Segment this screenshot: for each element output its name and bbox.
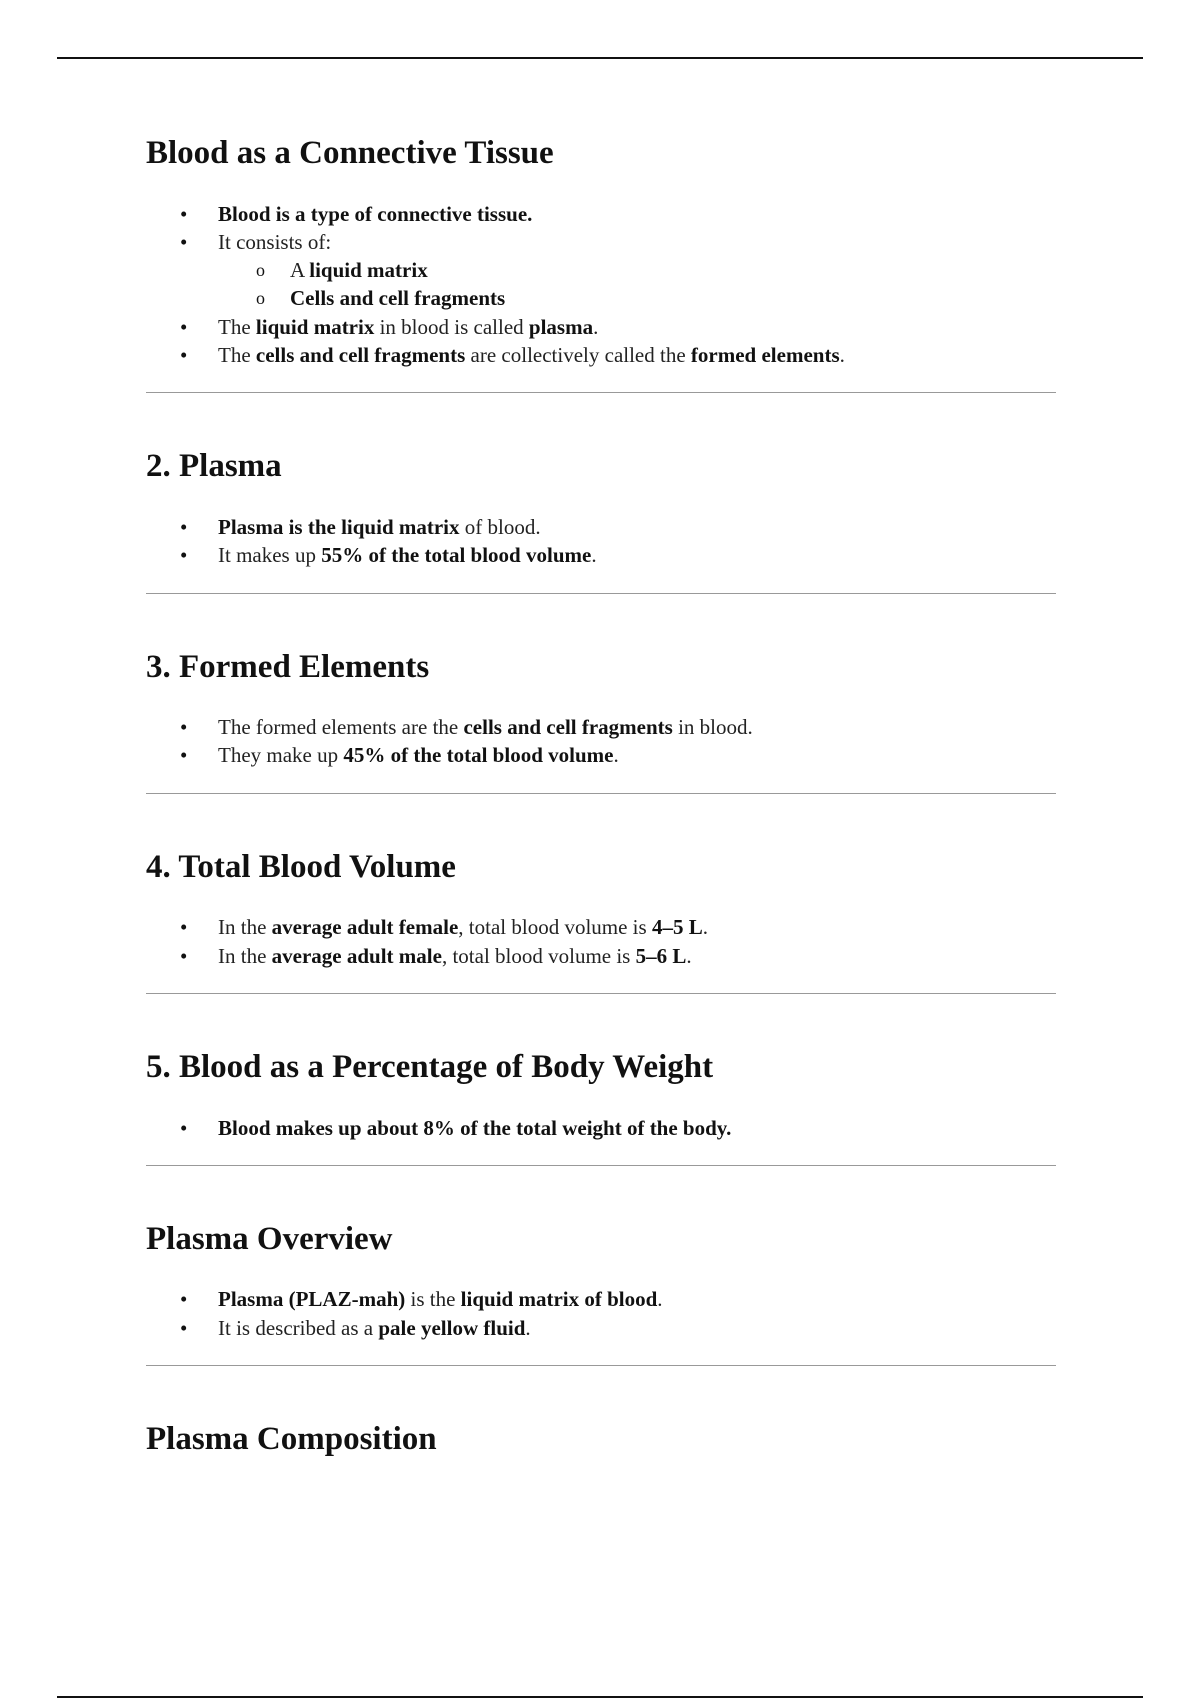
list-item <box>146 513 1056 541</box>
page-bottom-rule <box>57 1696 1143 1698</box>
list-item <box>146 913 1056 941</box>
list-item <box>146 341 1056 369</box>
section-heading: Plasma Overview <box>146 1220 393 1257</box>
section-formed-elements <box>146 648 1056 770</box>
text-run: The formed elements are the <box>218 715 464 740</box>
bullet-icon: • <box>180 314 188 339</box>
text-run-bold: 45% of the total blood volume <box>343 743 614 768</box>
bullet-list <box>146 1285 1056 1342</box>
section-plasma-composition <box>146 1420 1056 1460</box>
bullet-icon: • <box>180 915 188 940</box>
list-item <box>146 541 1056 569</box>
text-run: are collectively called the <box>465 343 691 368</box>
document-body <box>146 134 1056 1460</box>
text-run: It is described as a <box>218 1315 379 1340</box>
section-divider <box>146 793 1056 794</box>
section-heading: Blood as a Connective Tissue <box>146 135 554 171</box>
text-run: . <box>591 543 597 568</box>
text-run: . <box>839 343 845 368</box>
text-run-bold: 5–6 L <box>635 943 687 968</box>
text-run-bold: plasma <box>528 314 594 339</box>
list-item <box>146 713 1056 741</box>
bullet-icon: • <box>180 943 188 968</box>
text-run: It consists of: <box>218 229 332 254</box>
list-item <box>146 741 1056 769</box>
text-run: The <box>218 343 256 368</box>
text-run-bold: 55% of the total blood volume <box>321 543 592 568</box>
text-run-bold: Cells and cell fragments <box>290 286 506 311</box>
bullet-icon: • <box>180 715 188 740</box>
section-divider <box>146 392 1056 393</box>
text-run: . <box>613 743 619 768</box>
text-run-bold: liquid matrix <box>309 258 428 283</box>
section-plasma <box>146 447 1056 569</box>
section-blood-connective-tissue <box>146 134 1056 369</box>
bullet-list <box>146 913 1056 970</box>
bullet-list <box>146 713 1056 770</box>
list-item <box>146 200 1056 228</box>
text-run: , total blood volume is <box>441 943 636 968</box>
text-run: of blood. <box>459 514 541 539</box>
text-run: . <box>525 1315 531 1340</box>
text-run: . <box>593 314 599 339</box>
text-run: in blood is called <box>374 314 529 339</box>
bullet-icon: • <box>180 1287 188 1312</box>
bullet-list <box>146 200 1056 370</box>
bullet-icon: • <box>180 514 188 539</box>
text-run: They make up <box>218 743 344 768</box>
bullet-list <box>146 1114 1056 1142</box>
section-total-blood-volume <box>146 848 1056 970</box>
list-item <box>146 1114 1056 1142</box>
text-run: In the <box>218 943 272 968</box>
bullet-list <box>146 513 1056 570</box>
bullet-icon: • <box>180 743 188 768</box>
section-heading: 2. Plasma <box>146 448 282 485</box>
section-plasma-overview <box>146 1220 1056 1342</box>
text-run-bold: Blood is a type of connective tissue. <box>218 201 533 226</box>
text-run-bold: Blood makes up about 8% of the total weight of the body. <box>218 1115 732 1140</box>
text-run: It makes up <box>218 543 322 568</box>
list-item <box>146 228 1056 256</box>
bullet-icon: • <box>180 1315 188 1340</box>
text-run: . <box>657 1287 663 1312</box>
text-run: , total blood volume is <box>458 915 652 940</box>
bullet-icon: • <box>180 229 188 254</box>
text-run-bold: Plasma (PLAZ-mah) <box>218 1287 406 1312</box>
list-item <box>146 1314 1056 1342</box>
section-divider <box>146 1365 1056 1366</box>
list-subitem <box>146 256 1056 284</box>
text-run: The <box>218 314 256 339</box>
text-run-bold: cells and cell fragments <box>463 715 673 740</box>
text-run-bold: average adult male <box>271 943 442 968</box>
section-heading: 3. Formed Elements <box>146 648 430 685</box>
bullet-icon: • <box>180 201 188 226</box>
text-run-bold: liquid matrix of blood <box>460 1287 658 1312</box>
text-run: is the <box>405 1287 461 1312</box>
bullet-icon: • <box>180 1115 188 1140</box>
list-subitem <box>146 284 1056 312</box>
text-run: In the <box>218 915 272 940</box>
bullet-icon: • <box>180 543 188 568</box>
text-run: . <box>702 915 708 940</box>
section-divider <box>146 593 1056 594</box>
section-blood-body-weight <box>146 1048 1056 1142</box>
circle-bullet-icon: o <box>256 260 265 281</box>
circle-bullet-icon: o <box>256 288 265 309</box>
section-divider <box>146 993 1056 994</box>
text-run: . <box>686 943 692 968</box>
text-run-bold: formed elements <box>690 343 840 368</box>
list-item <box>146 942 1056 970</box>
text-run-bold: Plasma is the liquid matrix <box>218 514 460 539</box>
text-run: in blood. <box>672 715 753 740</box>
text-run-bold: average adult female <box>271 915 459 940</box>
section-heading: 5. Blood as a Percentage of Body Weight <box>146 1048 714 1085</box>
list-item <box>146 313 1056 341</box>
text-run-bold: cells and cell fragments <box>255 343 466 368</box>
text-run-bold: pale yellow fluid <box>378 1315 526 1340</box>
text-run-bold: liquid matrix <box>255 314 375 339</box>
bullet-icon: • <box>180 343 188 368</box>
page-top-rule <box>57 57 1143 59</box>
list-item <box>146 1285 1056 1313</box>
text-run-bold: 4–5 L <box>651 915 703 940</box>
section-heading: 4. Total Blood Volume <box>146 848 456 885</box>
section-divider <box>146 1165 1056 1166</box>
text-run: A <box>290 258 310 283</box>
section-heading: Plasma Composition <box>146 1421 437 1458</box>
